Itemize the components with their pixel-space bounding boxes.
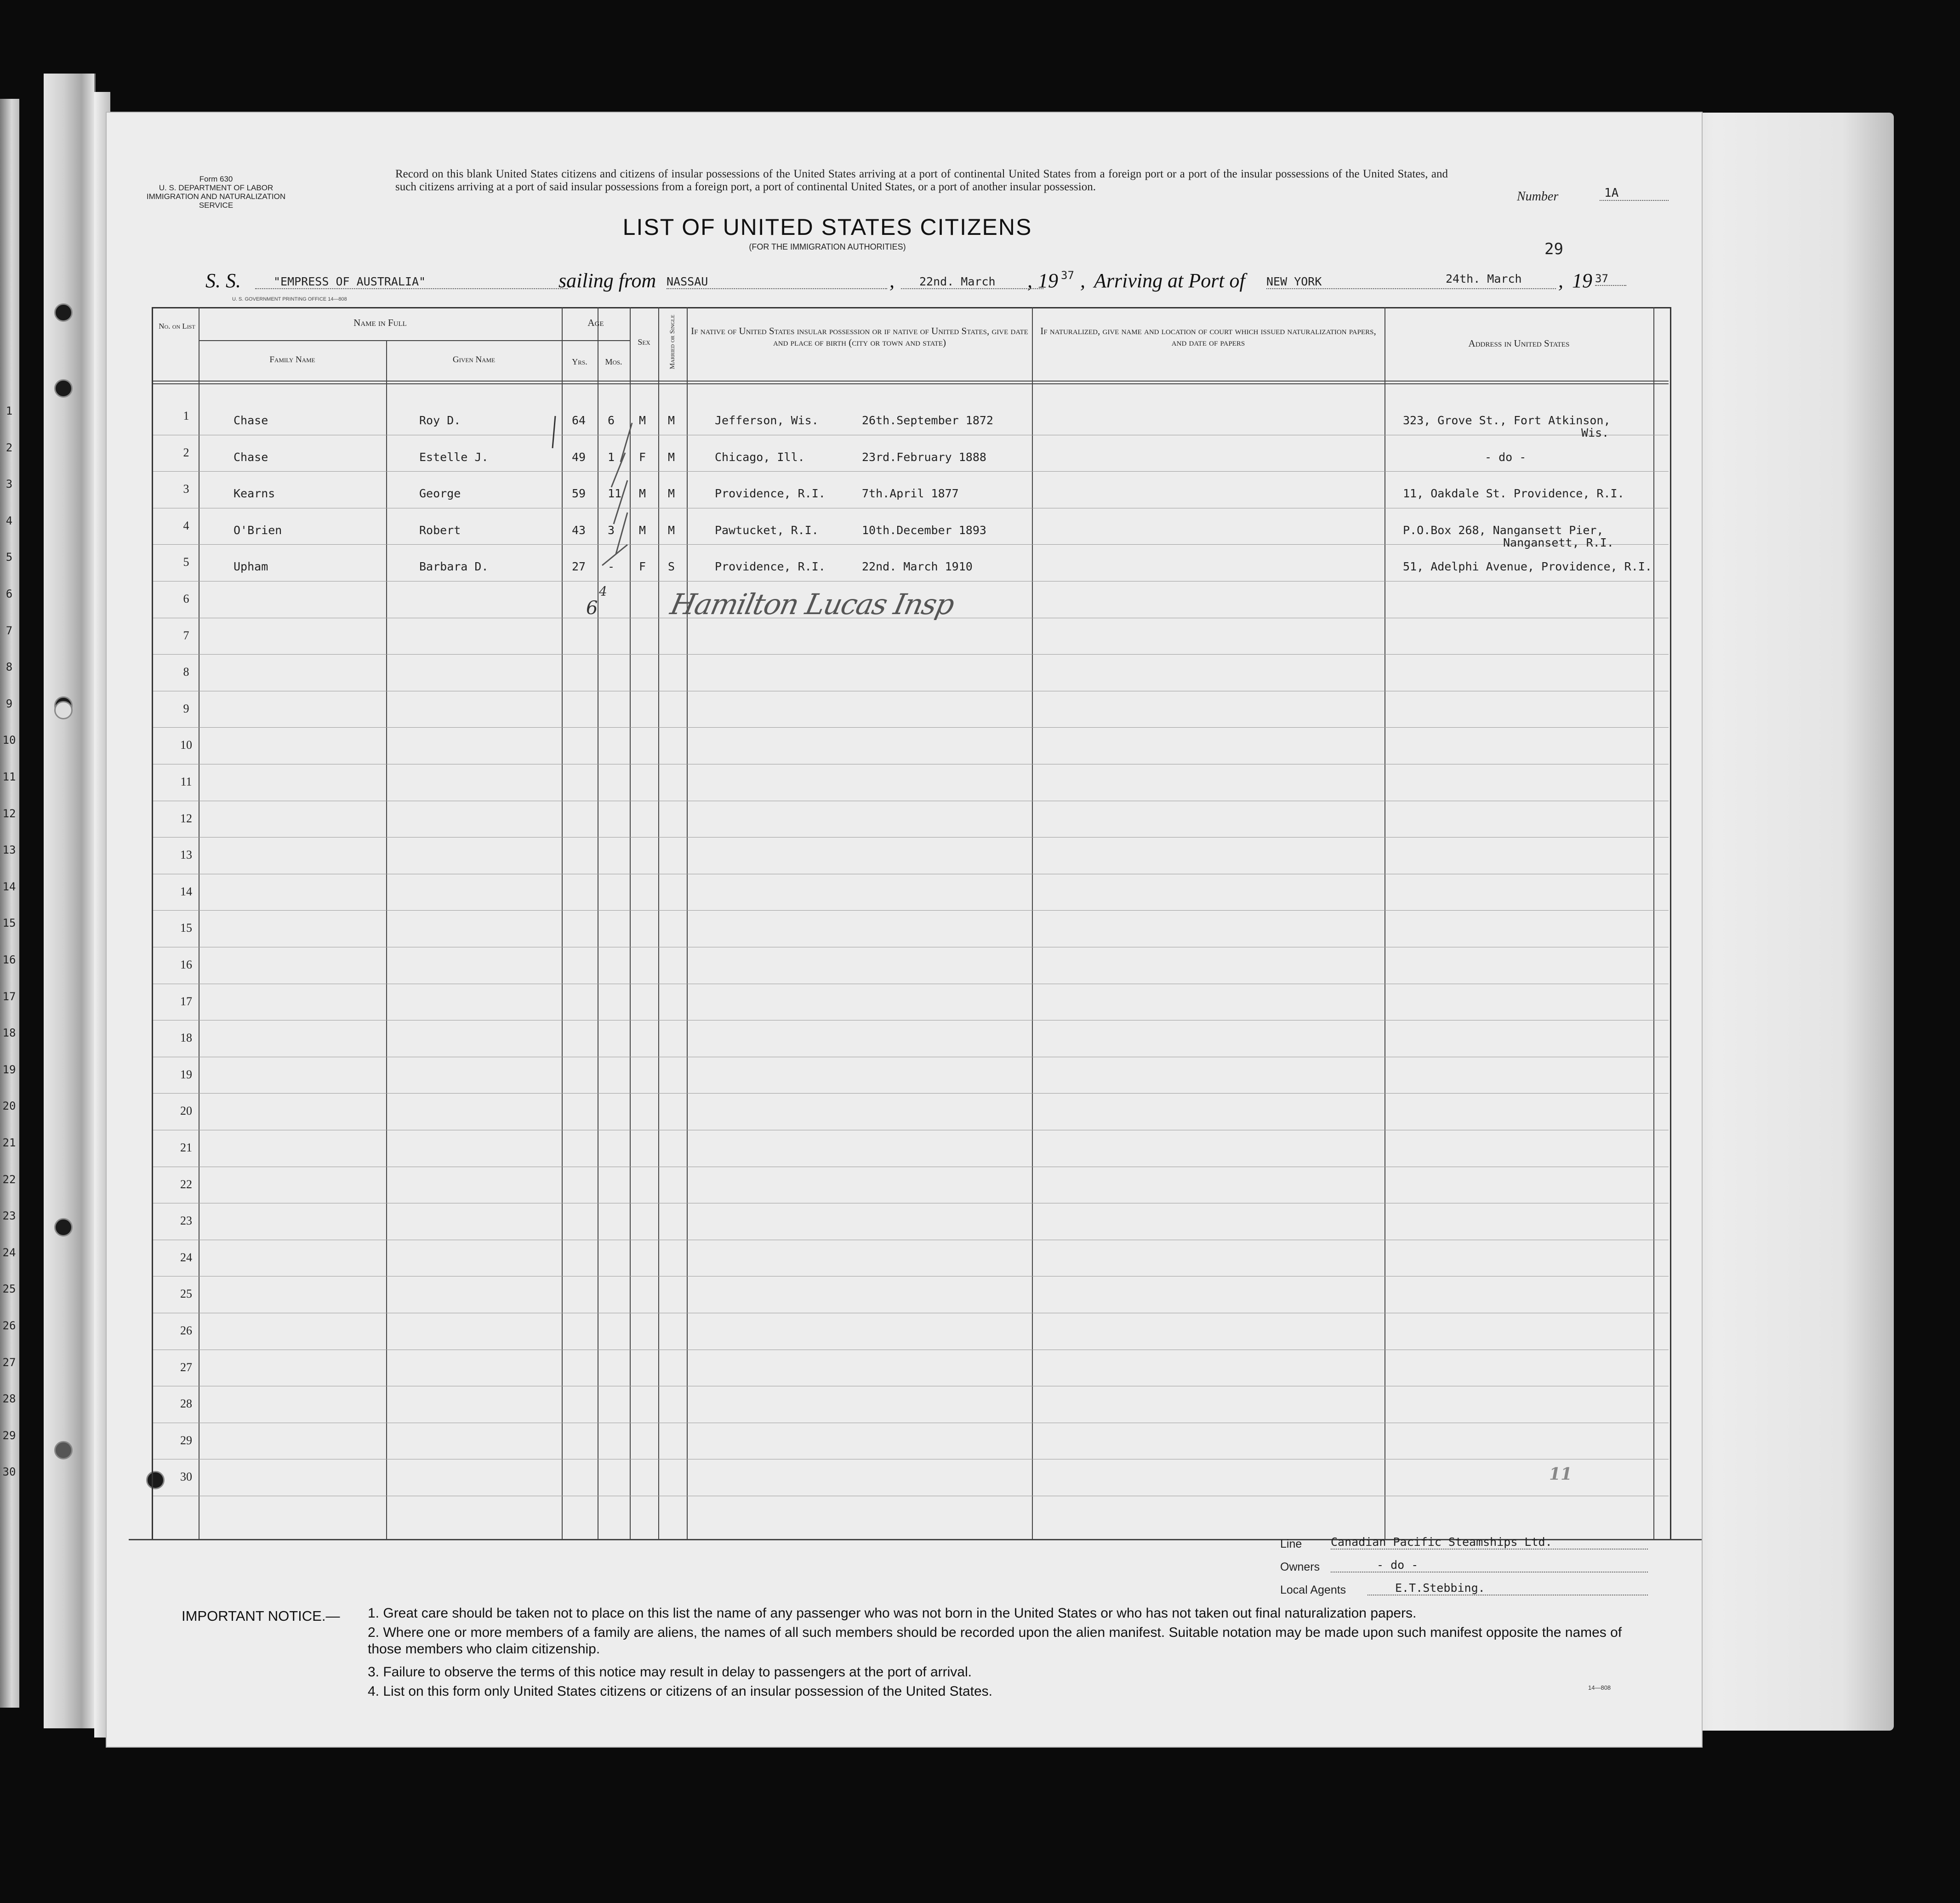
row-number: 1 (183, 409, 189, 422)
adjacent-row-number: 26 (2, 1319, 16, 1332)
passenger-address-line: 51, Adelphi Avenue, Providence, R.I. (1403, 560, 1652, 574)
adjacent-row-number: 3 (6, 478, 13, 491)
passenger-mos: 1 (608, 450, 615, 464)
passenger-mos: 6 (608, 414, 615, 427)
passenger-date: 7th.April 1877 (862, 487, 959, 501)
adjacent-row-number: 18 (2, 1026, 16, 1040)
passenger-ms: S (668, 560, 675, 574)
row-number: 20 (180, 1104, 192, 1118)
adjacent-row-number: 30 (2, 1465, 16, 1479)
passenger-mos: 11 (608, 487, 622, 501)
adjacent-row-number: 4 (6, 514, 13, 527)
notice-heading: IMPORTANT NOTICE.— (182, 1608, 340, 1624)
row-rule (153, 654, 1669, 655)
adjacent-row-number: 7 (6, 624, 13, 637)
number-label: Number (1517, 189, 1559, 204)
row-number: 26 (180, 1324, 192, 1337)
row-rule (153, 1093, 1669, 1094)
passenger-address-line: P.O.Box 268, Nangansett Pier, (1403, 523, 1604, 537)
adjacent-row-number: 2 (6, 441, 13, 454)
passenger-ms: M (668, 523, 675, 537)
passenger-yrs: 43 (572, 523, 586, 537)
passenger-family: Chase (234, 450, 268, 464)
passenger-address-line: 323, Grove St., Fort Atkinson, (1403, 414, 1611, 427)
row-number: 21 (180, 1141, 192, 1154)
row-number: 18 (180, 1031, 192, 1045)
row-number: 25 (180, 1287, 192, 1301)
local-agents-value: E.T.Stebbing. (1367, 1581, 1648, 1595)
passenger-address-line: Nangansett, R.I. (1503, 536, 1614, 549)
passenger-yrs: 27 (572, 560, 586, 574)
adjacent-row-number: 16 (2, 953, 16, 966)
handwritten-count-superscript: 4 (599, 584, 607, 599)
passenger-family: Chase (234, 414, 268, 427)
col-header-given-name: Given Name (452, 355, 496, 365)
check-marks (547, 407, 653, 600)
page-title: LIST OF UNITED STATES CITIZENS (622, 214, 1032, 240)
notice-item-4: 4. List on this form only United States citizens or citizens of an insular possession of the United States. (368, 1684, 993, 1699)
passenger-family: Upham (234, 560, 268, 574)
passenger-given: Barbara D. (419, 560, 489, 574)
service-name: IMMIGRATION AND NATURALIZATION SERVICE (146, 192, 286, 210)
col-header-mos: Mos. (605, 357, 622, 366)
department-name: U. S. DEPARTMENT OF LABOR (159, 183, 273, 192)
passenger-mos: 3 (608, 523, 615, 537)
passenger-family: Kearns (234, 487, 275, 501)
handwritten-tally: 11 (1549, 1464, 1573, 1484)
passenger-date: 22nd. March 1910 (862, 560, 973, 574)
adjacent-row-number: 17 (2, 990, 16, 1003)
passenger-yrs: 64 (572, 414, 586, 427)
adjacent-row-number: 23 (2, 1209, 16, 1223)
form-identifier (138, 175, 294, 210)
inspector-signature: Hamilton Lucas Insp (667, 587, 957, 621)
passenger-sex: F (639, 560, 646, 574)
passenger-place: Providence, R.I. (715, 560, 826, 574)
arrival-year-prefix: 19 (1572, 269, 1592, 292)
adjacent-row-number: 8 (6, 661, 13, 674)
binder-spine (44, 74, 96, 1728)
list-number: 1A (1600, 186, 1669, 201)
row-number: 15 (180, 921, 192, 935)
ss-label: S. S. (205, 269, 241, 292)
passenger-address-line: - do - (1485, 450, 1527, 464)
port-of-arrival: NEW YORK (1266, 275, 1556, 289)
row-number: 2 (183, 445, 189, 459)
notice-item-3: 3. Failure to observe the terms of this notice may result in delay to passengers at the port of arrival. (368, 1664, 972, 1680)
row-number: 7 (183, 628, 189, 642)
punch-hole (54, 379, 73, 398)
adjacent-row-number: 19 (2, 1063, 16, 1076)
adjacent-row-number: 6 (6, 587, 13, 600)
col-header-sex: Sex (638, 337, 650, 347)
row-number: 6 (183, 592, 189, 605)
adjacent-row-number: 12 (2, 807, 16, 820)
passenger-sex: F (639, 450, 646, 464)
passenger-place: Providence, R.I. (715, 487, 826, 501)
printer-note: U. S. GOVERNMENT PRINTING OFFICE 14—808 (232, 296, 347, 302)
col-header-naturalized: If naturalized, give name and location of court which issued naturalization papers, and date of papers (1040, 325, 1376, 348)
adjacent-row-number: 29 (2, 1429, 16, 1442)
col-header-age: Age (587, 317, 604, 328)
departure-year-prefix: 19 (1038, 269, 1058, 292)
page-subtitle: (FOR THE IMMIGRATION AUTHORITIES) (749, 242, 906, 251)
adjacent-row-number: 28 (2, 1392, 16, 1406)
notice-item-1: 1. Great care should be taken not to place on this list the name of any passenger who was not born in the United States or who has not taken out final naturalization papers. (368, 1606, 1417, 1621)
row-number: 17 (180, 994, 192, 1008)
passenger-date: 26th.September 1872 (862, 414, 993, 427)
passenger-given: George (419, 487, 461, 501)
row-number: 22 (180, 1177, 192, 1191)
punch-hole (54, 303, 73, 322)
sailing-from-label: sailing from (558, 269, 656, 292)
row-number: 30 (180, 1470, 192, 1484)
adjacent-row-number: 1 (6, 405, 13, 417)
passenger-given: Estelle J. (419, 450, 489, 464)
passenger-place: Jefferson, Wis. (715, 414, 819, 427)
adjacent-row-number: 20 (2, 1100, 16, 1113)
row-number: 23 (180, 1214, 192, 1228)
row-number: 11 (180, 775, 192, 788)
passenger-date: 10th.December 1893 (862, 523, 986, 537)
arrival-date: 24th. March (1446, 272, 1522, 285)
form-code: 14—808 (1588, 1684, 1611, 1691)
col-header-address: Address in United States (1468, 338, 1570, 349)
row-number: 4 (183, 518, 189, 532)
adjacent-page-row-numbers (0, 0, 19, 1903)
row-number: 8 (183, 665, 189, 679)
passenger-sex: M (639, 523, 646, 537)
adjacent-row-number: 22 (2, 1173, 16, 1186)
row-number: 24 (180, 1250, 192, 1264)
passenger-place: Pawtucket, R.I. (715, 523, 819, 537)
passenger-address-line: 11, Oakdale St. Providence, R.I. (1403, 487, 1624, 501)
row-number: 14 (180, 884, 192, 898)
row-number: 9 (183, 701, 189, 715)
col-header-family-name: Family Name (269, 355, 315, 365)
adjacent-row-number: 14 (2, 880, 16, 893)
row-rule (153, 544, 1669, 545)
page-number: 29 (1544, 240, 1563, 258)
owners-value: - do - (1331, 1558, 1648, 1573)
form-preamble: Record on this blank United States citizens and citizens of insular possessions of the United States arriving at a port of continental United States from a foreign port or a port of the insular possessions of the United States, and such citizens arriving at a port of said insular possessions from a foreign port, a port of continental United States, or a port of another insular possession. (395, 168, 1448, 193)
row-number: 5 (183, 555, 189, 569)
punch-hole (54, 701, 73, 719)
passenger-mos: - (608, 560, 615, 574)
notice-item-2: 2. Where one or more members of a family are aliens, the names of all such members should be recorded upon the alien manifest. Suitable notation may be made upon such manifest opposite the names of those members who claim citizenship. (368, 1625, 1622, 1657)
adjacent-row-number: 25 (2, 1282, 16, 1296)
adjacent-row-number: 10 (2, 734, 16, 747)
adjacent-row-number: 15 (2, 917, 16, 930)
punch-hole (54, 1218, 73, 1236)
passenger-sex: M (639, 487, 646, 501)
adjacent-row-number: 21 (2, 1136, 16, 1149)
passenger-ms: M (668, 414, 675, 427)
local-agents-label: Local Agents (1280, 1584, 1346, 1596)
row-rule (153, 837, 1669, 838)
row-number: 16 (180, 958, 192, 971)
departure-date: 22nd. March (901, 275, 1043, 289)
passenger-given: Roy D. (419, 414, 461, 427)
adjacent-row-number: 5 (6, 551, 13, 564)
departure-year: 37 (1061, 269, 1074, 282)
punch-hole (54, 1441, 73, 1459)
passenger-sex: M (639, 414, 646, 427)
passenger-given: Robert (419, 523, 461, 537)
row-number: 10 (180, 738, 192, 752)
row-number: 27 (180, 1360, 192, 1374)
ship-name: "EMPRESS OF AUSTRALIA" (255, 275, 568, 289)
col-header-married: Married or Single (669, 314, 676, 370)
col-header-yrs: Yrs. (572, 357, 587, 366)
arriving-label: Arriving at Port of (1094, 269, 1245, 292)
passenger-yrs: 49 (572, 450, 586, 464)
adjacent-row-number: 13 (2, 843, 16, 857)
row-rule (153, 471, 1669, 472)
port-of-departure: NASSAU (667, 275, 887, 289)
passenger-date: 23rd.February 1888 (862, 450, 986, 464)
adjacent-row-number: 11 (2, 770, 16, 783)
row-number: 19 (180, 1067, 192, 1081)
passenger-ms: M (668, 487, 675, 501)
row-number: 29 (180, 1433, 192, 1447)
passenger-address-line: Wis. (1581, 426, 1609, 439)
row-rule (153, 727, 1669, 728)
col-header-birth: If native of United States insular possession or if native of United States, give date and place of birth (city or town and state) (691, 325, 1028, 348)
row-number: 28 (180, 1397, 192, 1411)
col-header-no: No. on List (159, 322, 195, 330)
passenger-place: Chicago, Ill. (715, 450, 805, 464)
row-rule (153, 910, 1669, 911)
row-number: 13 (180, 848, 192, 862)
form-number: Form 630 (199, 175, 233, 183)
passenger-yrs: 59 (572, 487, 586, 501)
steamship-line: Canadian Pacific Steamships Ltd. (1331, 1535, 1648, 1550)
adjacent-row-number: 9 (6, 697, 13, 710)
col-header-name: Name in Full (353, 317, 407, 328)
passenger-family: O'Brien (234, 523, 282, 537)
row-number: 12 (180, 811, 192, 825)
row-number: 3 (183, 482, 189, 496)
handwritten-count: 6 (586, 598, 598, 619)
line-label: Line (1280, 1538, 1302, 1550)
adjacent-row-number: 24 (2, 1246, 16, 1259)
arrival-year: 37 (1595, 272, 1626, 286)
owners-label: Owners (1280, 1561, 1320, 1573)
passenger-ms: M (668, 450, 675, 464)
adjacent-row-number: 27 (2, 1356, 16, 1369)
